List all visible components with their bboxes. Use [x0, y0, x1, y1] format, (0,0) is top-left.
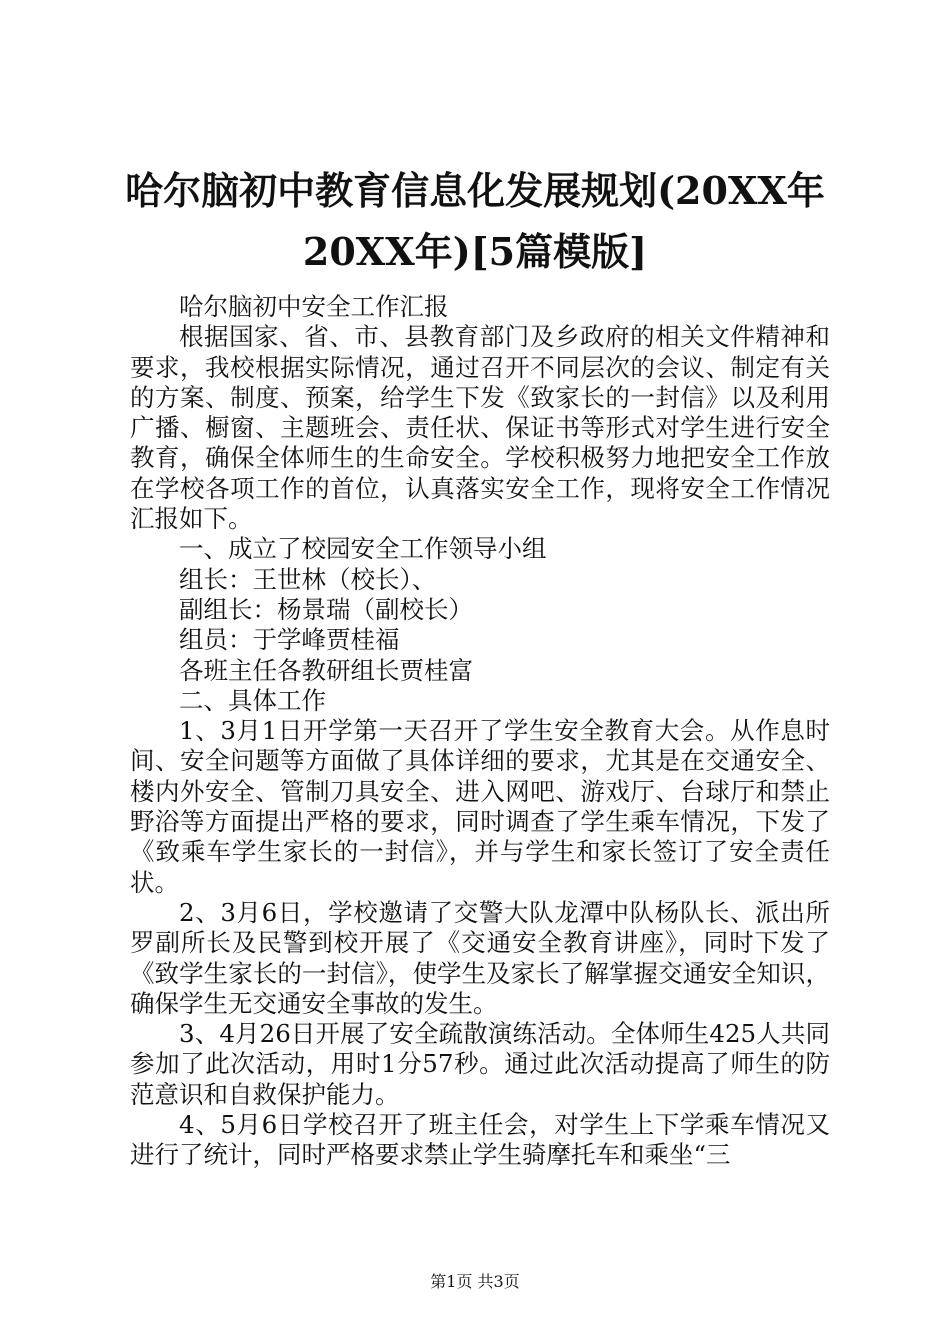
section-heading-2: 二、具体工作 — [179, 685, 326, 715]
work-item-4: 4、5月6日学校召开了班主任会，对学生上下学乘车情况又进行了统计，同时严格要求禁止学生骑摩托车和乘坐“三 — [130, 1110, 830, 1170]
deputy-leader-line: 副组长：杨景瑞（副校长） — [179, 594, 473, 624]
intro-paragraph: 根据国家、省、市、县教育部门及乡政府的相关文件精神和要求，我校根据实际情况，通过召开不同层次的会议、制定有关的方案、制度、预案，给学生下发《致家长的一封信》以及利用广播、橱窗、主题班会、责任状、保证书等形式对学生进行安全教育，确保全体师生的生命安全。学校积极努力地把安全工作放在学校各项工作的首位，认真落实安全工作，现将安全工作情况汇报如下。 — [130, 322, 830, 534]
members-line: 组员：于学峰贾桂福 — [179, 625, 400, 655]
document-title: 哈尔脑初中教育信息化发展规划(20XX年20XX年)[5篇模版] — [125, 168, 825, 274]
document-body — [130, 292, 830, 1171]
work-item-2: 2、3月6日，学校邀请了交警大队龙潭中队杨队长、派出所罗副所长及民警到校开展了《交通安全教育讲座》，同时下发了《致学生家长的一封信》，使学生及家长了解掌握交通安全知识，确保学生无交通安全事故的发生。 — [130, 897, 830, 1018]
section-heading-1: 一、成立了校园安全工作领导小组 — [179, 534, 547, 564]
work-item-3: 3、4月26日开展了安全疏散演练活动。全体师生425人共同参加了此次活动，用时1分57秒。通过此次活动提高了师生的防范意识和自救保护能力。 — [130, 1019, 830, 1109]
class-teachers-line: 各班主任各教研组长贾桂富 — [179, 655, 473, 685]
team-leader-line: 组长：王世林（校长）、 — [179, 564, 437, 594]
work-item-1: 1、3月1日开学第一天召开了学生安全教育大会。从作息时间、安全问题等方面做了具体详细的要求，尤其是在交通安全、楼内外安全、管制刀具安全、进入网吧、游戏厅、台球厅和禁止野浴等方面提出严格的要求，同时调查了学生乘车情况，下发了《致乘车学生家长的一封信》，并与学生和家长签订了安全责任状。 — [130, 716, 830, 897]
page-footer: 第1页 共3页 — [430, 1272, 520, 1291]
report-heading: 哈尔脑初中安全工作汇报 — [179, 292, 449, 321]
